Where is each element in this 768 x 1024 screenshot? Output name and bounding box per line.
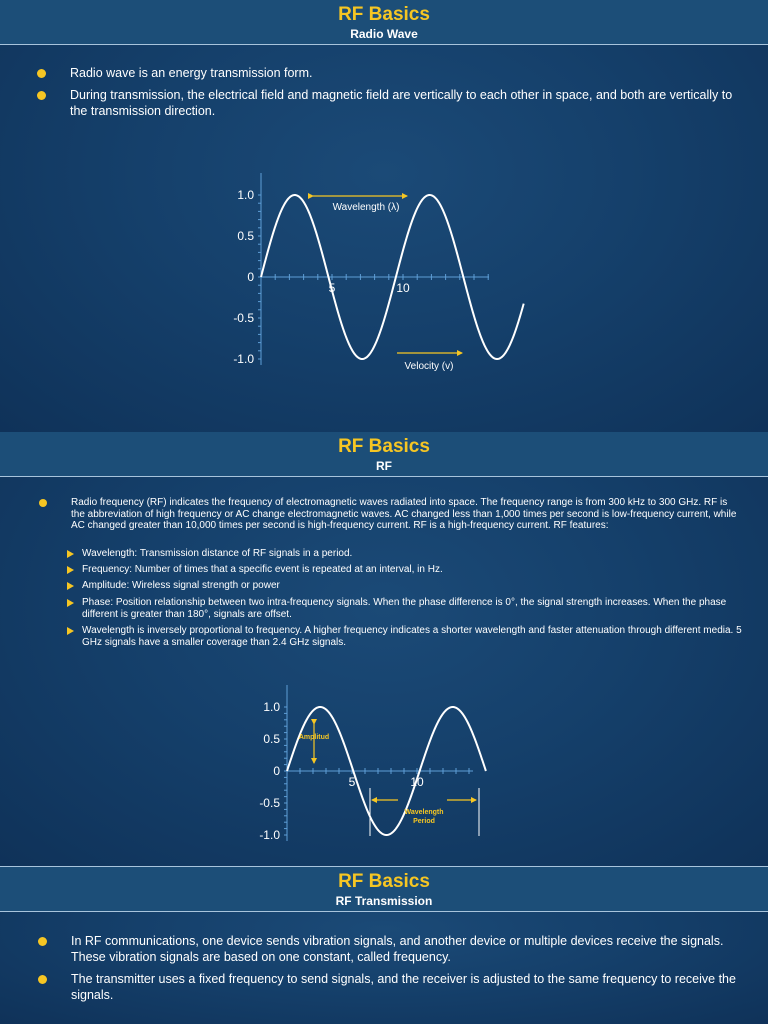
slide-title: RF Basics — [338, 871, 430, 892]
bullet-text: Radio wave is an energy transmission form. — [70, 66, 313, 80]
y-tick-label: 1.0 — [263, 700, 280, 714]
slide-title: RF Basics — [338, 436, 430, 457]
bullet-dot-icon — [38, 937, 47, 946]
y-tick-label: 0.5 — [263, 732, 280, 746]
slide-radio-wave — [0, 0, 768, 432]
y-tick-label: -0.5 — [233, 311, 254, 325]
amplitude-label: Amplitud — [298, 734, 330, 741]
sub-bullet-text: Phase: Position relationship between two intra-frequency signals. When the phase difference is 0°, the signal strength increases. When the phase different is greater than 180°, signals are offset. — [82, 597, 727, 620]
bullet-text: During transmission, the electrical field and magnetic field are vertically to each other in space, and both are vertically to the transmission direction. — [70, 88, 733, 118]
sub-bullet-text: Wavelength is inversely proportional to frequency. A higher frequency indicates a shorter wavelength and faster attenuation through different media. 5 GHz signals have a smaller coverage than 2.4 GHz signals. — [82, 625, 742, 648]
wavelength-label: Wavelength — [404, 809, 444, 816]
period-label: Period — [413, 818, 435, 825]
slide-title: RF Basics — [338, 4, 430, 25]
bullet-text: Radio frequency (RF) indicates the frequency of electromagnetic waves radiated into space. The frequency range is from 300 kHz to 300 GHz. RF is the abbreviation of high frequency or AC change electromagnetic waves. AC changed less than 1,000 times per second is low-frequency current, while AC changed greater than 10,000 times per second is high-frequency current. RF is a high-frequency current. RF features: — [71, 497, 737, 531]
sub-bullet-text: Wavelength: Transmission distance of RF signals in a period. — [82, 548, 353, 559]
bullet-text: The transmitter uses a fixed frequency to send signals, and the receiver is adjusted to the same frequency to receive the signals. — [71, 972, 736, 1002]
y-tick-label: 1.0 — [237, 188, 254, 202]
y-tick-label: -1.0 — [259, 828, 280, 842]
slide-subtitle: RF Transmission — [335, 894, 433, 908]
sine-wave-chart-1 — [0, 0, 768, 432]
bullet-item — [71, 971, 737, 1003]
x-tick-label: 5 — [328, 281, 336, 295]
y-tick-label: -1.0 — [233, 352, 254, 366]
bullet-text: In RF communications, one device sends vibration signals, and another device or multiple devices receive the signals. These vibration signals are based on one constant, called frequency. — [71, 934, 724, 964]
y-tick-label: 0 — [247, 270, 254, 284]
sine-wave-chart-2 — [0, 432, 768, 866]
slide-rf-transmission — [0, 866, 768, 1024]
slide-header — [0, 867, 768, 912]
y-tick-label: 0.5 — [237, 229, 254, 243]
wavelength-label: Wavelength (λ) — [332, 202, 400, 213]
slide-subtitle: Radio Wave — [350, 27, 418, 41]
x-tick-label: 10 — [396, 281, 410, 295]
y-tick-label: 0 — [273, 764, 280, 778]
bullet-item — [71, 933, 737, 965]
velocity-label: Velocity (v) — [404, 361, 454, 372]
slide-rf — [0, 432, 768, 866]
x-tick-label: 10 — [410, 775, 424, 789]
sub-bullet-text: Frequency: Number of times that a specific event is repeated at an interval, in Hz. — [82, 564, 443, 575]
slide-subtitle: RF — [376, 459, 392, 473]
y-tick-label: -0.5 — [259, 796, 280, 810]
bullet-dot-icon — [38, 975, 47, 984]
x-tick-label: 5 — [348, 775, 356, 789]
sub-bullet-text: Amplitude: Wireless signal strength or power — [82, 580, 280, 591]
